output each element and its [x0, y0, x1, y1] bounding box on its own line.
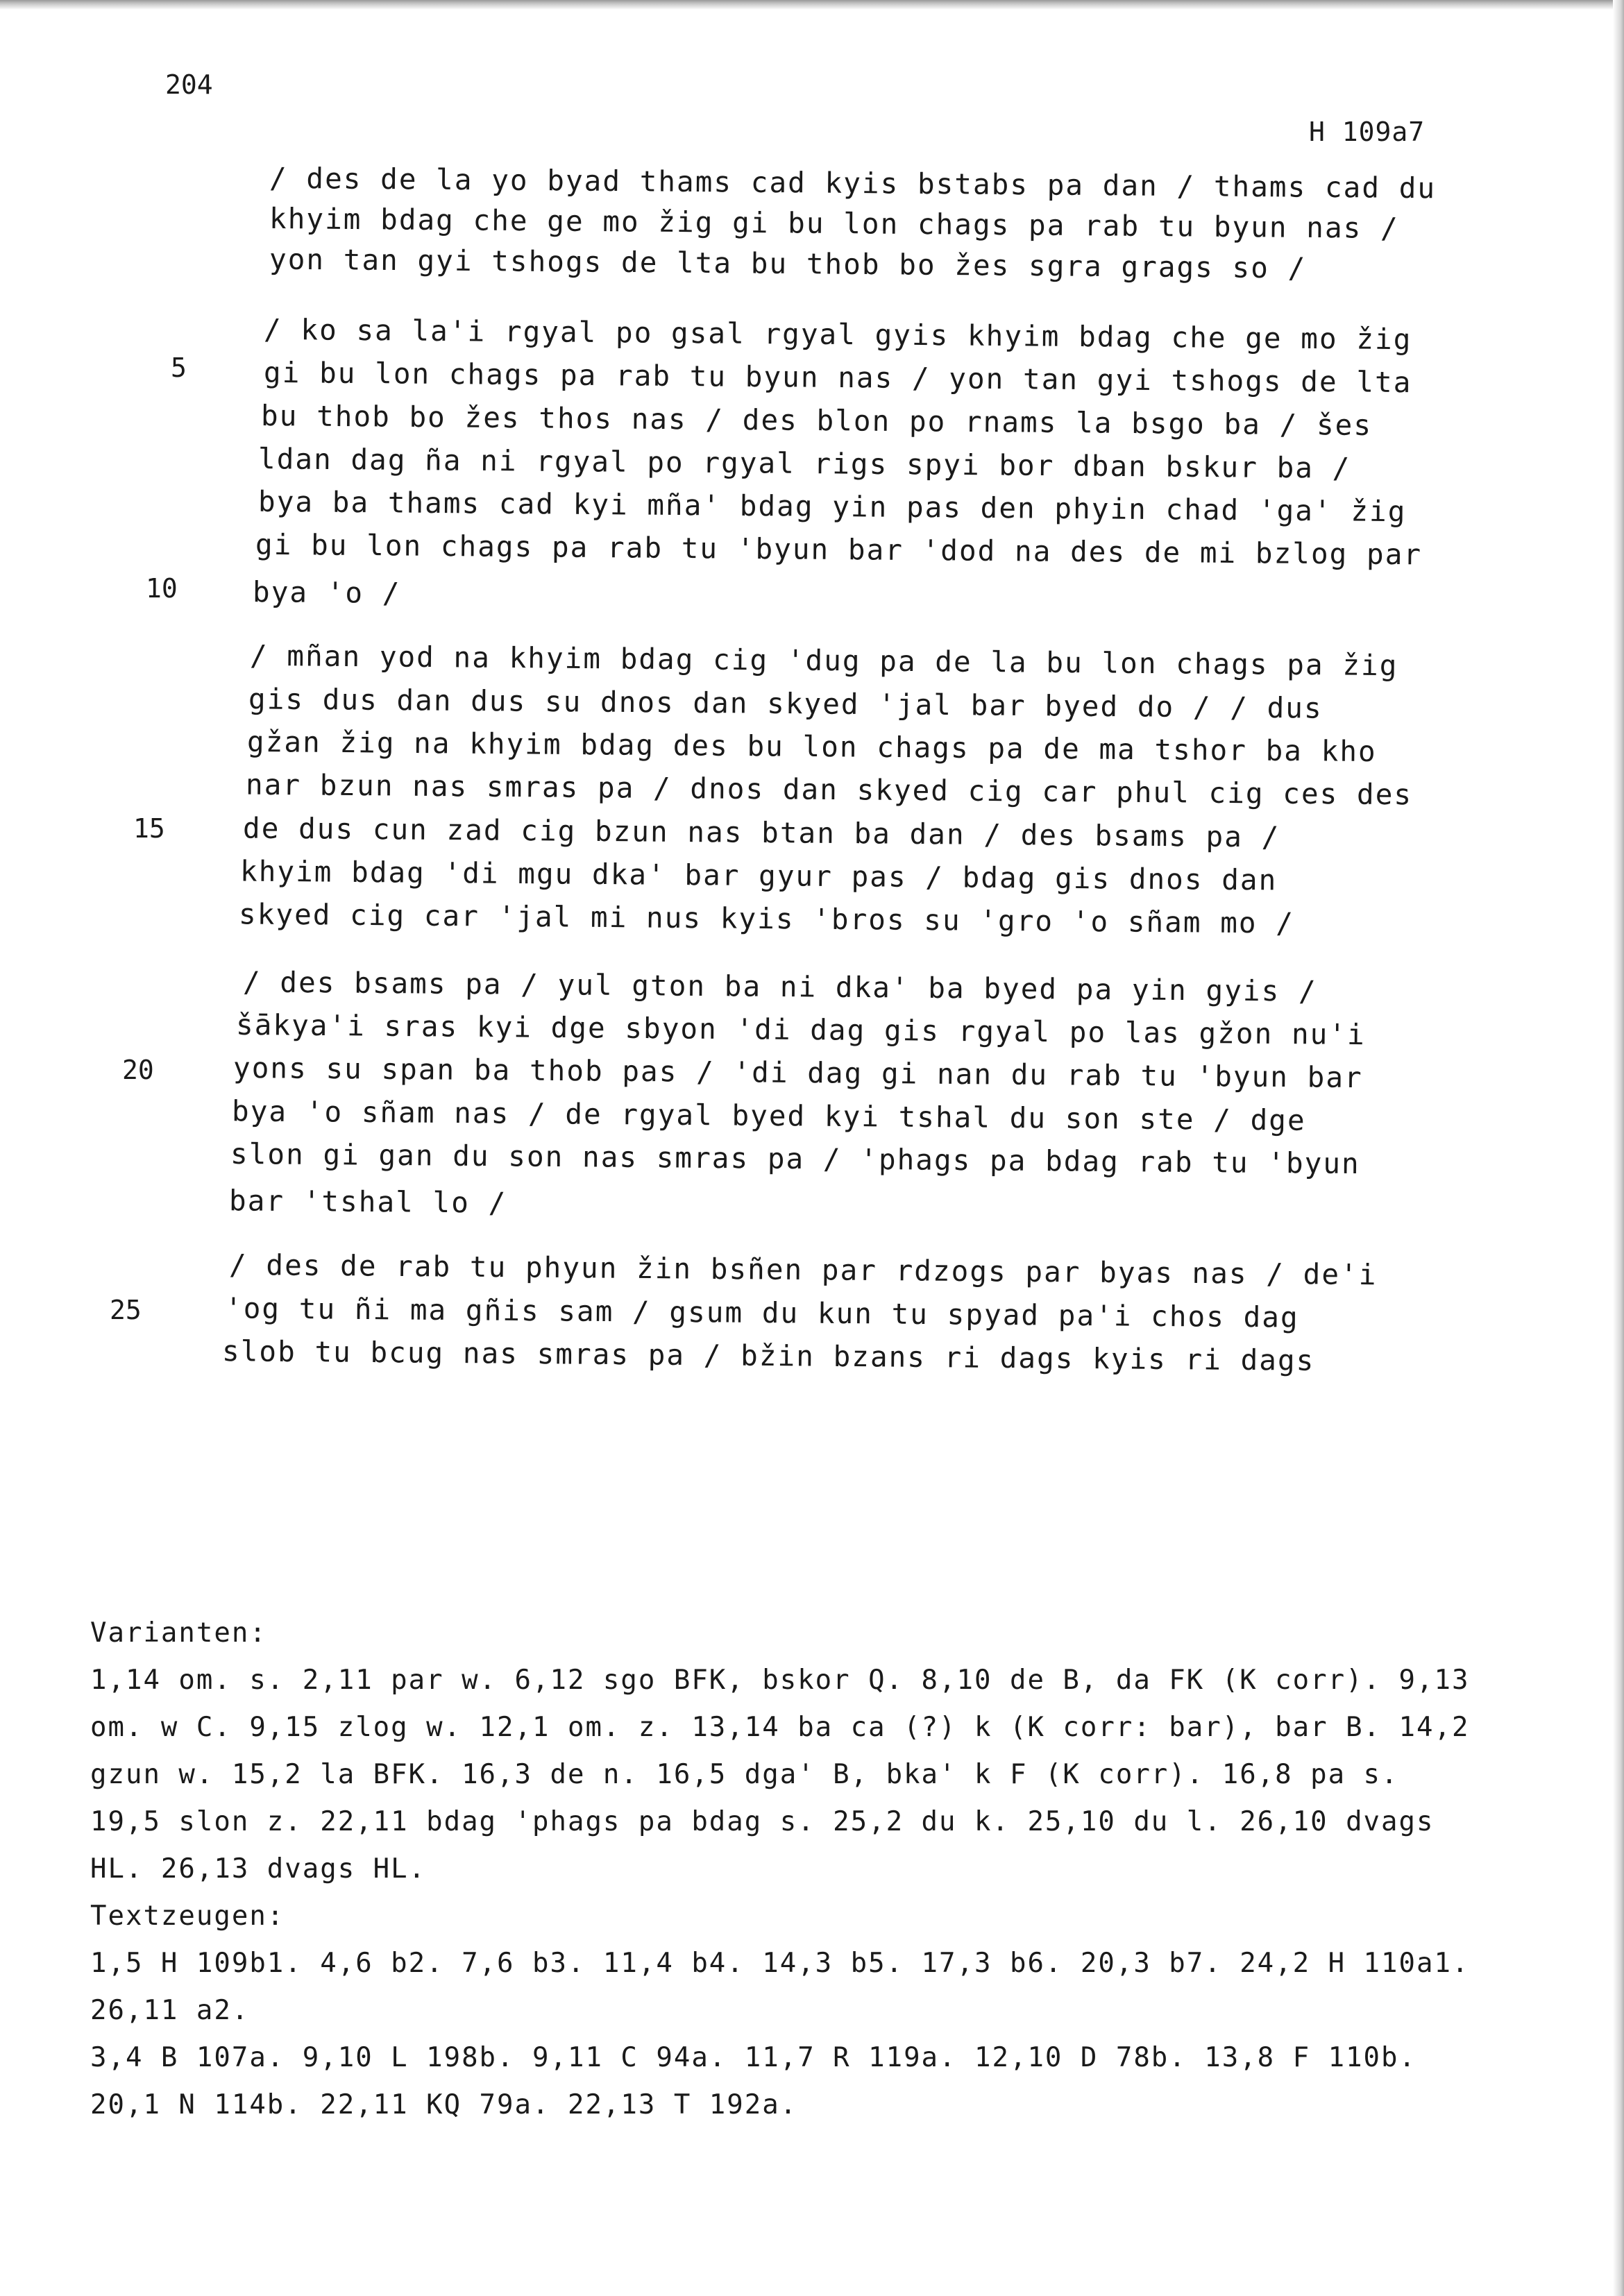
folio-reference: H 109a7 — [1309, 117, 1426, 147]
line-number: 5 — [171, 352, 187, 383]
witnesses-list-2: 3,4 B 107a. 9,10 L 198b. 9,11 C 94a. 11,7 R 119a. 12,10 D 78b. 13,8 F 110b. 20,1 N 114b. 22,11 KQ 79a. 22,13 T 192a. — [90, 2042, 1416, 2120]
witnesses-heading: Textzeugen: — [90, 1900, 285, 1932]
text-line: / des de la yo byad thams cad kyis bstabs pa dan / thams cad du — [269, 161, 1437, 205]
witnesses-list-1: 1,5 H 109b1. 4,6 b2. 7,6 b3. 11,4 b4. 14,3 b5. 17,3 b6. 20,3 b7. 24,2 H 110a1. 26,11 a2. — [90, 1948, 1470, 2026]
text-line: skyed cig car 'jal mi nus kyis 'bros su 'gro 'o sñam mo / — [238, 897, 1295, 940]
line-number: 20 — [122, 1055, 154, 1085]
variants-text: 1,14 om. s. 2,11 par w. 6,12 sgo BFK, bskor Q. 8,10 de B, da FK (K corr). 9,13 om. w C. 9,15 zlog w. 12,1 om. z. 13,14 ba ca (?) k (K corr: bar), bar B. 14,2 gzun w. 15,2 la BFK. 16,3 de n. 16,5 dga' B, bka' k F (K corr). 16,8 pa s. 19,5 slon z. 22,11 bdag 'phags pa bdag s. 25,2 du k. 25,10 du l. 26,10 dvags HL. 26,13 dvags HL. — [90, 1665, 1470, 1885]
text-line: slon gi gan du son nas smras pa / 'phags pa bdag rab tu 'byun — [230, 1137, 1360, 1181]
text-line: / des de rab tu phyun žin bsñen par rdzogs par byas nas / de'i — [228, 1248, 1378, 1292]
text-line: slob tu bcug nas smras pa / bžin bzans ri dags kyis ri dags — [221, 1334, 1315, 1377]
text-line: khyim bdag che ge mo žig gi bu lon chags pa rab tu byun nas / — [269, 201, 1399, 246]
text-line: gi bu lon chags pa rab tu byun nas / yon tan gyi tshogs de lta — [263, 355, 1412, 400]
text-line: ldan dag ña ni rgyal po rgyal rigs spyi bor dban bskur ba / — [257, 442, 1351, 485]
page-number: 204 — [165, 69, 213, 100]
text-line: gis dus dan dus su dnos dan skyed 'jal bar byed do / / dus — [248, 682, 1323, 725]
text-line: yons su span ba thob pas / 'di dag gi nan du rab tu 'byun bar — [232, 1051, 1363, 1095]
text-line: bar 'tshal lo / — [228, 1184, 507, 1220]
text-line: / mñan yod na khyim bdag cig 'dug pa de la bu lon chags pa žig — [249, 638, 1398, 683]
text-line: bu thob bo žes thos nas / des blon po rnams la bsgo ba / šes — [260, 399, 1373, 442]
text-line: gžan žig na khyim bdag des bu lon chags pa de ma tshor ba kho — [246, 724, 1377, 769]
text-line: / des bsams pa / yul gton ba ni dka' ba byed pa yin gyis / — [242, 965, 1317, 1008]
text-line: de dus cun zad cig bzun nas btan ba dan / des bsams pa / — [242, 811, 1280, 854]
critical-apparatus — [90, 1610, 1478, 2129]
text-line: nar bzun nas smras pa / dnos dan skyed cig car phul cig ces des — [245, 767, 1413, 812]
text-line: / ko sa la'i rgyal po gsal rgyal gyis khyim bdag che ge mo žig — [263, 312, 1412, 357]
line-number: 15 — [133, 813, 165, 844]
text-line: bya ba thams cad kyi mña' bdag yin pas den phyin chad 'ga' žig — [257, 484, 1407, 529]
line-number: 10 — [146, 573, 178, 604]
page-top-edge — [0, 0, 1624, 10]
page-right-edge — [1613, 0, 1624, 2296]
text-line: bya 'o / — [252, 575, 401, 610]
text-line: bya 'o sñam nas / de rgyal byed kyi tshal du son ste / dge — [231, 1094, 1306, 1137]
variants-heading: Varianten: — [90, 1617, 267, 1649]
line-number: 25 — [110, 1295, 142, 1325]
text-line: 'og tu ñi ma gñis sam / gsum du kun tu spyad pa'i chos dag — [224, 1291, 1299, 1334]
text-line: khyim bdag 'di mgu dka' bar gyur pas / bdag gis dnos dan — [239, 854, 1278, 897]
text-line: gi bu lon chags pa rab tu 'byun bar 'dod na des de mi bzlog par — [255, 527, 1423, 572]
text-line: yon tan gyi tshogs de lta bu thob bo žes sgra grags so / — [269, 242, 1307, 285]
text-line: šākya'i sras kyi dge sbyon 'di dag gis rgyal po las gžon nu'i — [235, 1007, 1366, 1052]
